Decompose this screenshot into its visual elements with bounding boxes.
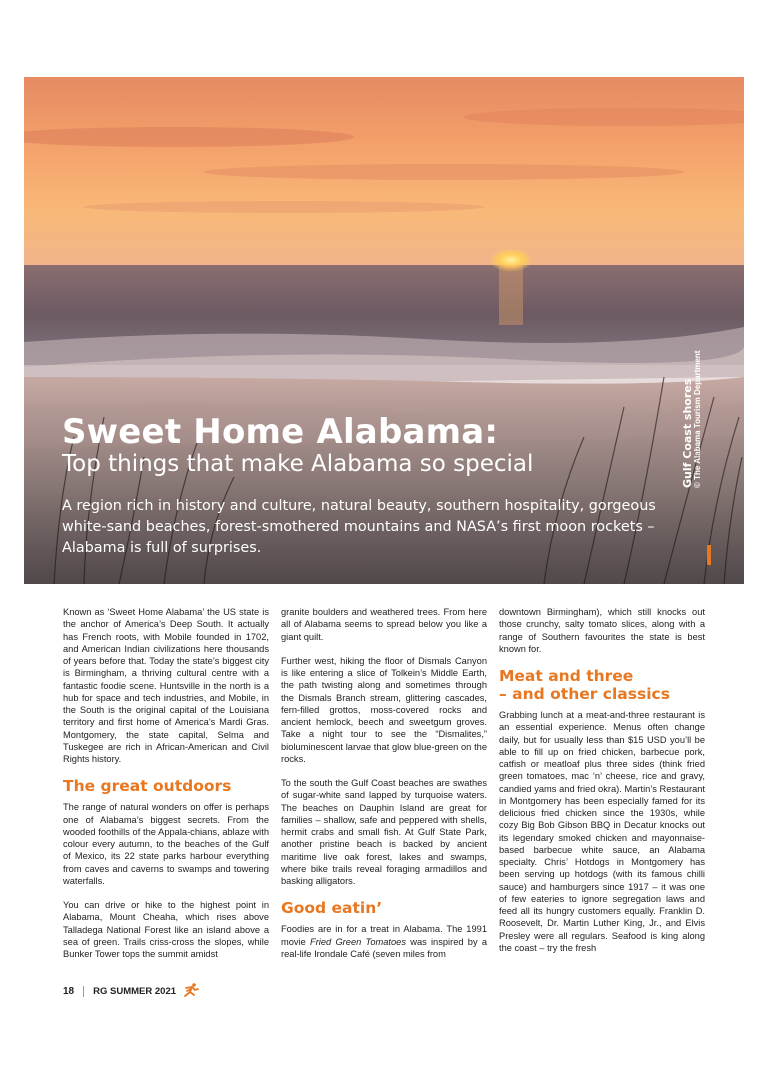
heading-line: Meat and three (499, 667, 634, 685)
text-run: Foodies are in for a treat in Alabama. The 1991 movie (281, 924, 487, 947)
text-run: was inspired by a real-life Irondale Café (seven miles from (281, 936, 487, 959)
paragraph: Further west, hiking the floor of Dismals Canyon is like entering a slice of Tolkein’s Middle Earth, the path twisting along and sometimes through the Dismals Branch stream, glittering cascades, fern-filled grottos, moss-covered rocks and ancient hemlock, beech and sweetgum groves. Take a night tour to see the “Dismalites,” bioluminescent larvae that glow blue-green on the rocks. (281, 655, 487, 764)
column-3 (499, 606, 705, 966)
paragraph: To the south the Gulf Coast beaches are swathes of sugar-white sand lapped by turquoise waters. The beaches on Dauphin Island are great for families – shallow, safe and peppered with shells, hermit crabs and small fish. At Gulf State Park, another pristine beach is backed by ancient maritime live oak forest, lakes and swamps, where bike trails reveal foraging armadillos and basking alligators. (281, 778, 487, 886)
section-heading: The great outdoors (63, 777, 232, 796)
article-intro: A region rich in history and culture, natural beauty, southern hospitality, gorgeous white-sand beaches, forest-smothered mountains and NASA’s first moon rockets – Alabama is full of surprises. (62, 498, 656, 556)
paragraph: You can drive or hike to the highest point in Alabama, Mount Cheaha, which rises above Talladega National Forest like an island above a sea of green. Trails criss-cross the slopes, while Bunker Tower tops the summit amidst (63, 900, 269, 959)
page-number: 18 (63, 986, 75, 997)
paragraph: downtown Birmingham), which still knocks out those crunchy, salty tomato slices, along with a range of Southern favourites the state is best known for. (499, 607, 705, 654)
photo-credit: © The Alabama Tourism Department (693, 350, 702, 488)
article-title: Sweet Home Alabama: (62, 412, 499, 452)
paragraph: granite boulders and weathered trees. From here all of Alabama seems to spread below you like a giant quilt. (281, 607, 487, 642)
section-heading: Good eatin’ (281, 899, 383, 918)
page-footer (63, 983, 200, 1000)
movie-title: Fried Green Tomatoes (310, 936, 406, 947)
issue-label: RG SUMMER 2021 (93, 986, 177, 997)
paragraph: The range of natural wonders on offer is perhaps one of Alabama’s biggest secrets. From the wooded foothills of the Appala-chians, ablaze with colour every autumn, to the beaches of the Gulf of Mexico, its 22 state parks harbour everything from caves and caverns to swamps and towering waterfalls. (63, 802, 269, 886)
article-subtitle: Top things that make Alabama so special (62, 451, 534, 477)
column-1 (63, 606, 269, 972)
caption-accent-bar (707, 545, 711, 565)
column-2 (281, 606, 487, 972)
photo-caption (678, 350, 702, 488)
section-heading (499, 667, 705, 703)
paragraph: Grabbing lunch at a meat-and-three restaurant is an essential experience. Menus often change daily, but for usually less than $15 USD you’ll be able to fill up on fried chicken, barbecue pork, catfish or meatloaf plus three sides (think fried green tomatoes, mac ‘n’ cheese, rice and gravy, candied yams and fried okra). Martin’s Restaurant in Montgomery has been especially famed for its delicious fried chicken since the 1930s, while cozy Big Bob Gibson BBQ in Decatur knocks out its legendary smoked chicken and mayonnaise-based barbecue white sauce, an Alabama specialty. Chris’ Hotdogs in Montgomery has been serving up hotdogs (with its famous chilli sauce) and hamburgers since 1917 – it was one of few eateries to ignore segregation laws and feed all its hungry customers equally. Franklin D. Roosevelt, Dr. Martin Luther King, Jr., and Elvis Presley were all regulars. Seafood is king along the coast – try the fresh (499, 710, 705, 953)
runner-icon (182, 983, 200, 1000)
footer-divider (83, 986, 84, 997)
hero-photo (24, 77, 744, 584)
paragraph: Known as ‘Sweet Home Alabama’ the US state is the anchor of America’s Deep South. It actually has French roots, with Mobile founded in 1702, and American Indian civilizations here thousands of years before that. Today the state’s biggest city is Birmingham, a thriving cultural centre with a fantastic foodie scene. Huntsville in the north is a hub for space and tech industries, and Mobile, in the South is the original capital of the Louisiana territory and first home of America’s Mardi Gras. Montgomery, the state capital, Selma and Tuskegee are rich in African-American and Civil Rights history. (63, 607, 269, 764)
paragraph (281, 923, 487, 960)
heading-line: – and other classics (499, 685, 670, 703)
caption-text: Gulf Coast shores (681, 378, 694, 488)
